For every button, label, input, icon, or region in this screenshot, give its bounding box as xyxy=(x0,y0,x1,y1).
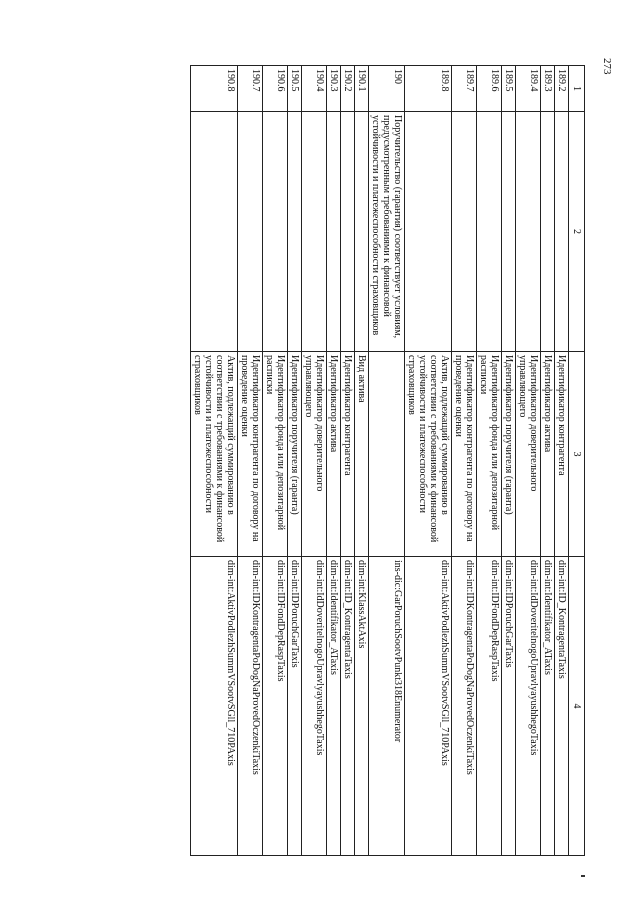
row-number-cell: 190.5 xyxy=(288,66,302,112)
header-col-2: 2 xyxy=(569,112,585,352)
row-number-cell: 189.5 xyxy=(502,66,516,112)
table-row xyxy=(405,66,452,856)
indicator-name-cell xyxy=(477,112,502,352)
table-row xyxy=(341,66,355,856)
indicator-name-cell xyxy=(288,112,302,352)
spec-table xyxy=(190,65,585,856)
table-row xyxy=(477,66,502,856)
page-number: 273 xyxy=(601,58,613,75)
attribute-cell: Актив, подлежащий суммированию в соответствии с требованиями к финансовой устойчивости и платежеспособности страховщиков xyxy=(191,352,238,557)
row-number-cell: 189.2 xyxy=(555,66,569,112)
code-cell: dim-int:KlassAktAxis xyxy=(355,557,369,856)
attribute-cell: Идентификатор контрагента по договору на проведение оценки xyxy=(238,352,263,557)
indicator-name-cell xyxy=(555,112,569,352)
table-body xyxy=(191,66,585,856)
row-number-cell: 190.4 xyxy=(302,66,327,112)
row-number-cell: 189.7 xyxy=(452,66,477,112)
table-row xyxy=(555,66,569,856)
table-row xyxy=(327,66,341,856)
indicator-name-cell xyxy=(541,112,555,352)
row-number-cell: 190 xyxy=(369,66,405,112)
table-row xyxy=(452,66,477,856)
indicator-name-cell xyxy=(502,112,516,352)
row-number-cell: 189.3 xyxy=(541,66,555,112)
indicator-name-cell xyxy=(355,112,369,352)
indicator-name-cell xyxy=(405,112,452,352)
table-row xyxy=(355,66,369,856)
indicator-name-cell: Поручительство (гарантия) соответствует условиям, предусмотренным требованиями к финансовой устойчивости и платежеспособности страховщиков xyxy=(369,112,405,352)
row-number-cell: 190.3 xyxy=(327,66,341,112)
table-row xyxy=(302,66,327,856)
indicator-name-cell xyxy=(327,112,341,352)
row-number-cell: 190.2 xyxy=(341,66,355,112)
table-row xyxy=(541,66,555,856)
row-number-cell: 190.7 xyxy=(238,66,263,112)
indicator-name-cell xyxy=(263,112,288,352)
rotated-table-container xyxy=(190,65,585,855)
attribute-cell: Идентификатор фонда или депозитарной расписки xyxy=(263,352,288,557)
code-cell: dim-int:AktivPodlezhSummVSootvSGll_710PAxis xyxy=(191,557,238,856)
code-cell: dim-int:IDKontragentaPoDogNaProvedOczenkiTaxis xyxy=(452,557,477,856)
indicator-name-cell xyxy=(238,112,263,352)
attribute-cell: Идентификатор доверительного управляющего xyxy=(516,352,541,557)
indicator-name-cell xyxy=(516,112,541,352)
code-cell: dim-int:IDPoruchGarTaxis xyxy=(502,557,516,856)
attribute-cell: Идентификатор доверительного управляющего xyxy=(302,352,327,557)
table-header-row xyxy=(569,66,585,856)
attribute-cell: Идентификатор контрагента xyxy=(341,352,355,557)
code-cell: dim-int:ID_KontragentaTaxis xyxy=(555,557,569,856)
code-cell: dim-int:IDFondDepRaspTaxis xyxy=(263,557,288,856)
code-cell: ins-dic:GarPoruchSootvPunkt318Enumerator xyxy=(369,557,405,856)
header-col-3: 3 xyxy=(569,352,585,557)
attribute-cell: Идентификатор контрагента по договору на проведение оценки xyxy=(452,352,477,557)
code-cell: dim-int:AktivPodlezhSummVSootvSGll_710PAxis xyxy=(405,557,452,856)
row-number-cell: 189.8 xyxy=(405,66,452,112)
attribute-cell: Идентификатор поручителя (гаранта) xyxy=(288,352,302,557)
table-row xyxy=(516,66,541,856)
table-row xyxy=(238,66,263,856)
attribute-cell: Вид актива xyxy=(355,352,369,557)
indicator-name-cell xyxy=(452,112,477,352)
code-cell: dim-int:ID_KontragentaTaxis xyxy=(341,557,355,856)
scan-mark xyxy=(581,875,585,877)
attribute-cell: Идентификатор поручителя (гаранта) xyxy=(502,352,516,557)
code-cell: dim-int:IDKontragentaPoDogNaProvedOczenkiTaxis xyxy=(238,557,263,856)
row-number-cell: 189.4 xyxy=(516,66,541,112)
attribute-cell: Идентификатор актива xyxy=(541,352,555,557)
indicator-name-cell xyxy=(341,112,355,352)
attribute-cell: Актив, подлежащий суммированию в соответствии с требованиями к финансовой устойчивости и платежеспособности страховщиков xyxy=(405,352,452,557)
table-row xyxy=(263,66,288,856)
table-row xyxy=(369,66,405,856)
attribute-cell: Идентификатор актива xyxy=(327,352,341,557)
table-row xyxy=(191,66,238,856)
code-cell: dim-int:Identifikator_ATaxis xyxy=(541,557,555,856)
header-col-1: 1 xyxy=(569,66,585,112)
row-number-cell: 189.6 xyxy=(477,66,502,112)
code-cell: dim-int:IdDoveritelnogoUpravlyayushhegoTaxis xyxy=(302,557,327,856)
row-number-cell: 190.1 xyxy=(355,66,369,112)
code-cell: dim-int:IdDoveritelnogoUpravlyayushhegoTaxis xyxy=(516,557,541,856)
row-number-cell: 190.6 xyxy=(263,66,288,112)
code-cell: dim-int:IDPoruchGarTaxis xyxy=(288,557,302,856)
attribute-cell: Идентификатор контрагента xyxy=(555,352,569,557)
indicator-name-cell xyxy=(191,112,238,352)
attribute-cell: Идентификатор фонда или депозитарной расписки xyxy=(477,352,502,557)
header-col-4: 4 xyxy=(569,557,585,856)
indicator-name-cell xyxy=(302,112,327,352)
table-row xyxy=(502,66,516,856)
table-row xyxy=(288,66,302,856)
code-cell: dim-int:Identifikator_ATaxis xyxy=(327,557,341,856)
attribute-cell xyxy=(369,352,405,557)
code-cell: dim-int:IDFondDepRaspTaxis xyxy=(477,557,502,856)
row-number-cell: 190.8 xyxy=(191,66,238,112)
